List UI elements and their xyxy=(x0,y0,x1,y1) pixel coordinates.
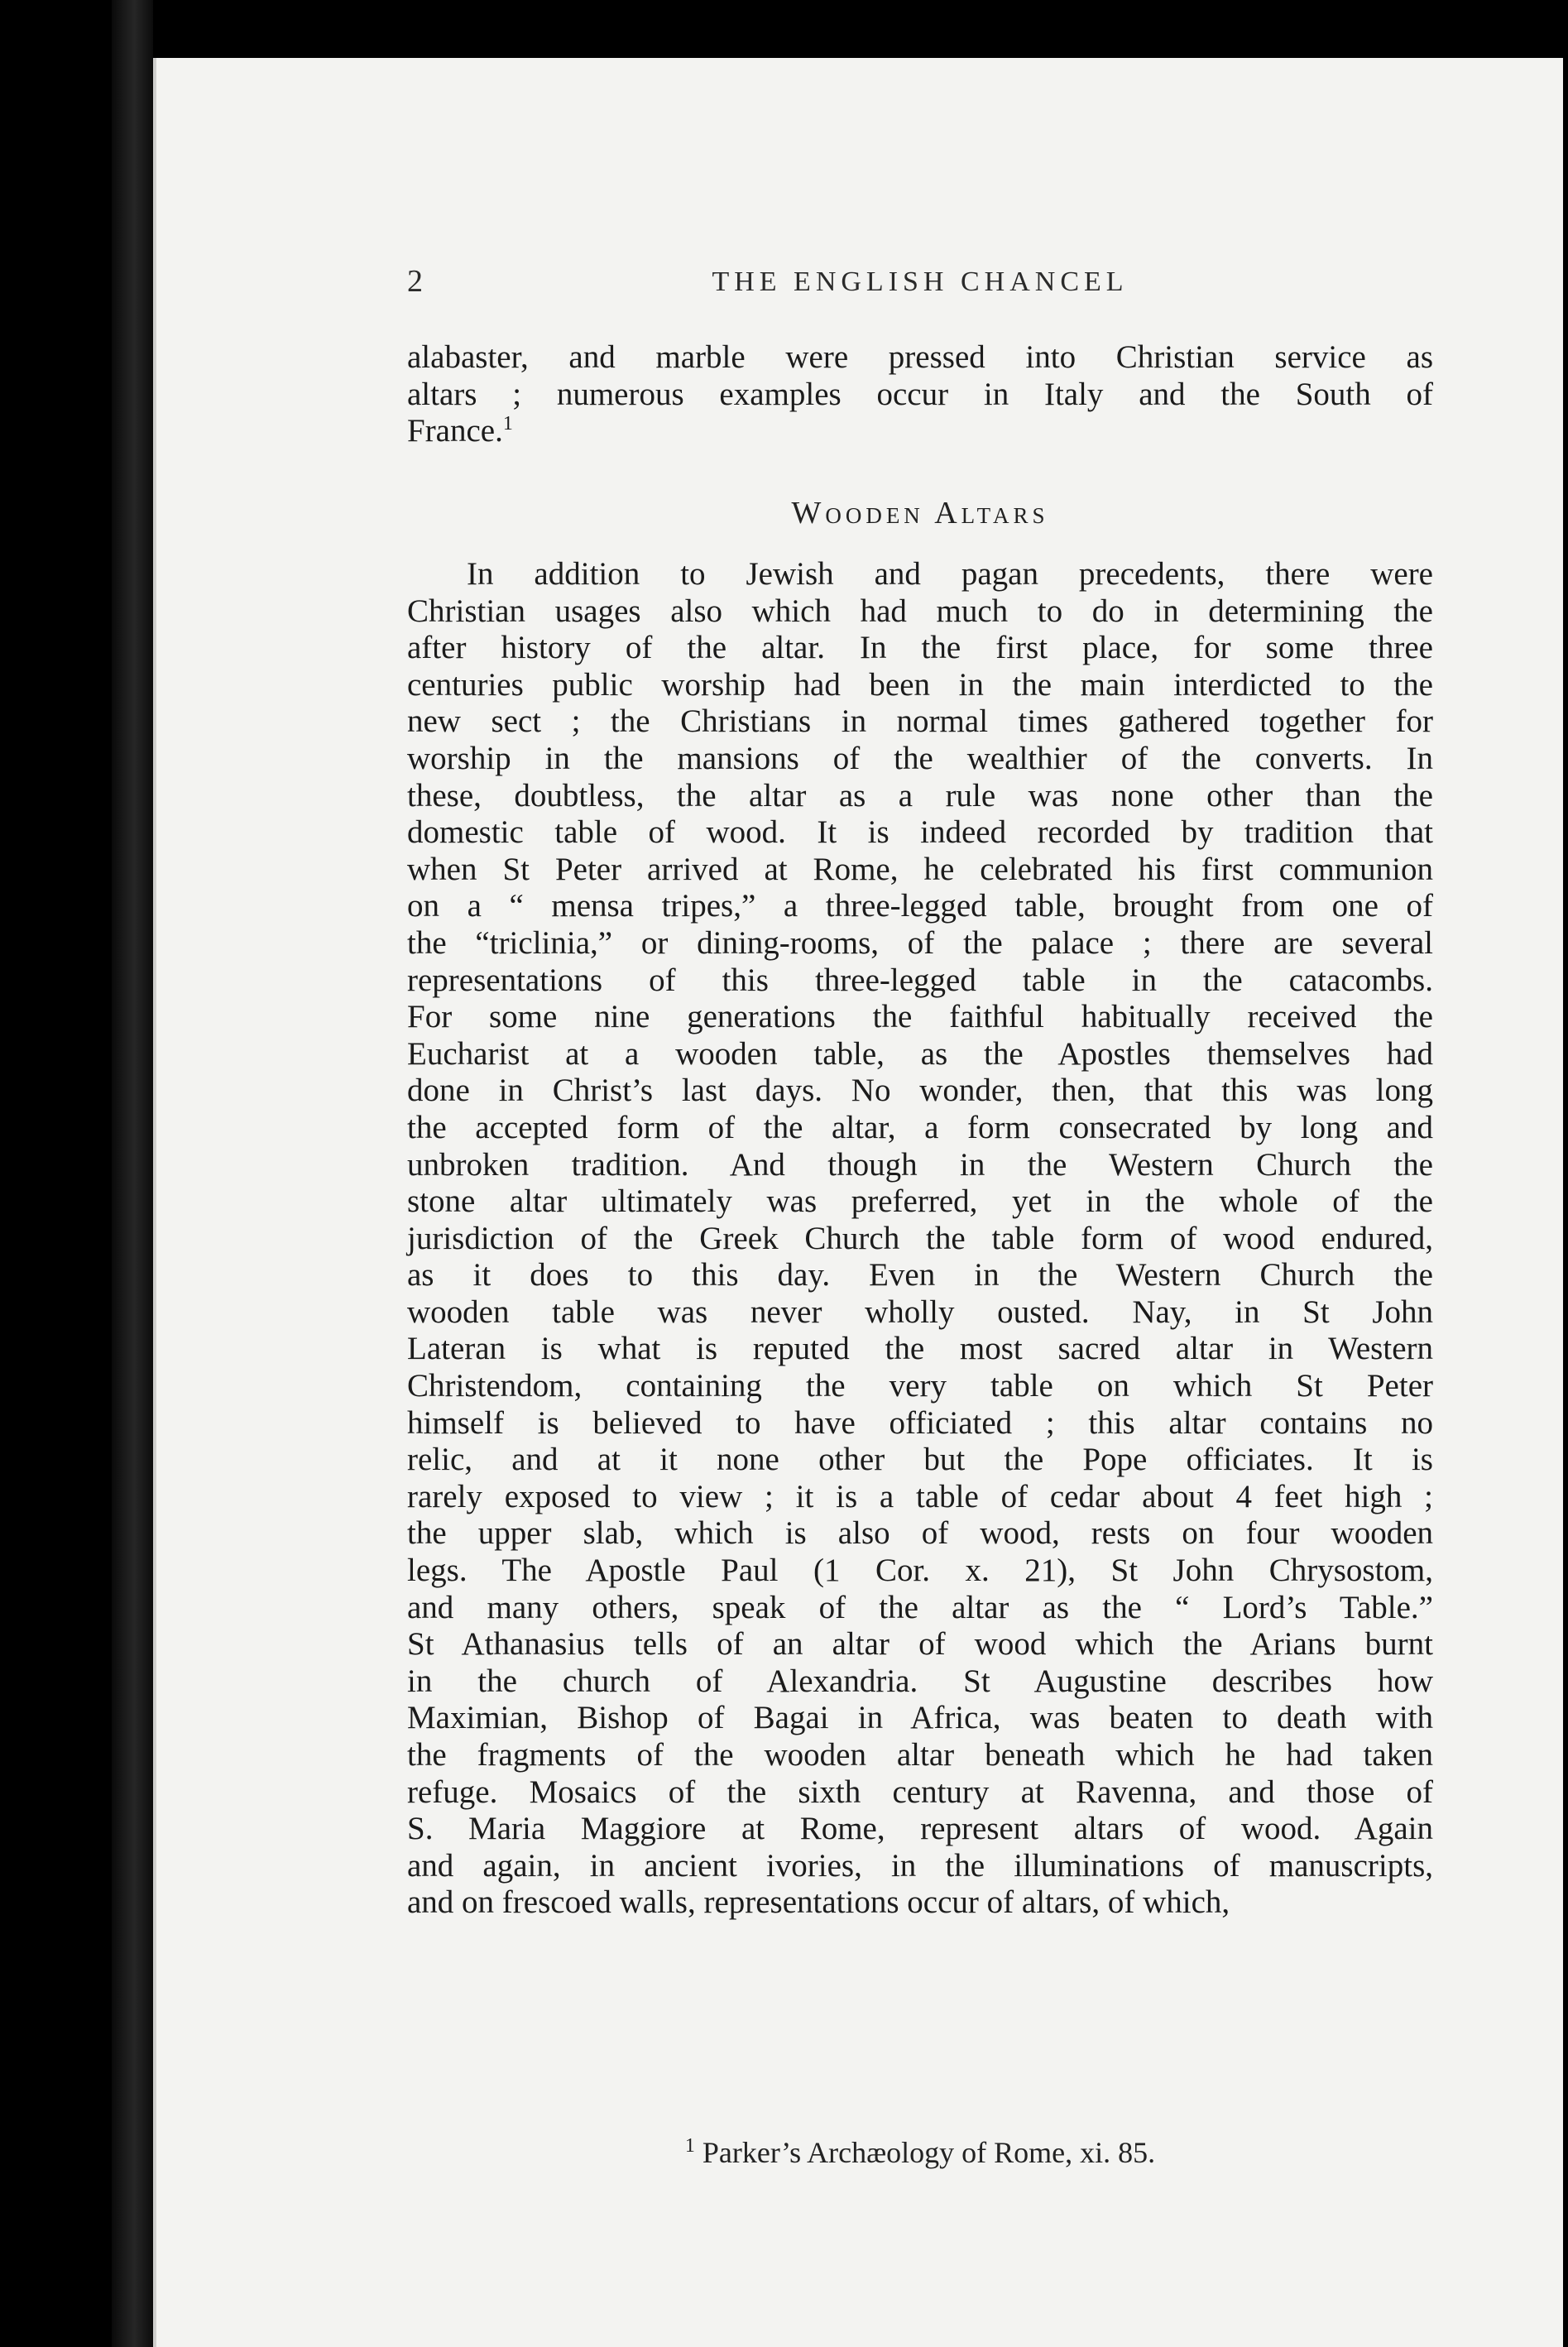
text-line: relic, and at it none other but the Pope officiates. It is xyxy=(407,1442,1433,1478)
page-number: 2 xyxy=(407,264,423,299)
text-line: Christian usages also which had much to do in determining the xyxy=(407,593,1433,629)
running-title: THE ENGLISH CHANCEL xyxy=(712,266,1129,297)
text-line: For some nine generations the faithful habitually received the xyxy=(407,999,1433,1035)
text-line: Christendom, containing the very table on which St Peter xyxy=(407,1368,1433,1404)
text-line: domestic table of wood. It is indeed recorded by tradition that xyxy=(407,814,1433,851)
text-line: the upper slab, which is also of wood, rests on four wooden xyxy=(407,1515,1433,1552)
text-line: Eucharist at a wooden table, as the Apostles themselves had xyxy=(407,1035,1433,1072)
footnote-reference: 1 xyxy=(502,413,513,435)
body-paragraph xyxy=(407,556,1433,1922)
text-line: refuge. Mosaics of the sixth century at Ravenna, and those of xyxy=(407,1773,1433,1810)
text-line: rarely exposed to view ; it is a table of cedar about 4 feet high ; xyxy=(407,1478,1433,1514)
opening-paragraph-text xyxy=(407,339,1433,450)
text-line: altars ; numerous examples occur in Italy and the South of xyxy=(407,376,1433,412)
text-line: done in Christ’s last days. No wonder, then, that this was long xyxy=(407,1073,1433,1109)
text-line: Lateran is what is reputed the most sacred altar in Western xyxy=(407,1331,1433,1367)
text-line: the fragments of the wooden altar beneath which he had taken xyxy=(407,1737,1433,1773)
text-line: in the church of Alexandria. St Augustine describes how xyxy=(407,1663,1433,1699)
body-paragraph-text xyxy=(407,556,1433,1922)
book-gutter xyxy=(112,0,153,2347)
text-line: Maximian, Bishop of Bagai in Africa, was beaten to death with xyxy=(407,1700,1433,1736)
text-line: jurisdiction of the Greek Church the table form of wood endured, xyxy=(407,1220,1433,1256)
text-line: after history of the altar. In the first place, for some three xyxy=(407,630,1433,666)
text-line: worship in the mansions of the wealthier of the converts. In xyxy=(407,740,1433,776)
text-line: wooden table was never wholly ousted. Nay, in St John xyxy=(407,1293,1433,1330)
footnote xyxy=(407,2135,1433,2170)
text-line: these, doubtless, the altar as a rule was none other than the xyxy=(407,777,1433,814)
text-line: St Athanasius tells of an altar of wood which the Arians burnt xyxy=(407,1626,1433,1663)
text-line: and on frescoed walls, representations occur of altars, of which, xyxy=(407,1884,1230,1921)
opening-paragraph xyxy=(407,339,1433,450)
text-line: representations of this three-legged table in the catacombs. xyxy=(407,962,1433,998)
footnote-marker: 1 xyxy=(684,2135,695,2157)
text-line: the “triclinia,” or dining-rooms, of the palace ; there are several xyxy=(407,924,1433,961)
text-line: legs. The Apostle Paul (1 Cor. x. 21), St John Chrysostom, xyxy=(407,1553,1433,1589)
text-line: the accepted form of the altar, a form consecrated by long and xyxy=(407,1109,1433,1145)
text-line: S. Maria Maggiore at Rome, represent altars of wood. Again xyxy=(407,1811,1433,1847)
text-line: on a “ mensa tripes,” a three-legged table, brought from one of xyxy=(407,888,1433,924)
page-header xyxy=(407,263,1433,305)
footnote-text: Parker’s Archæology of Rome, xi. 85. xyxy=(702,2136,1156,2169)
text-line: alabaster, and marble were pressed into Christian service as xyxy=(407,339,1433,375)
text-line: and again, in ancient ivories, in the illuminations of manuscripts, xyxy=(407,1847,1433,1884)
text-line: centuries public worship had been in the main interdicted to the xyxy=(407,666,1433,703)
text-line: unbroken tradition. And though in the Western Church the xyxy=(407,1146,1433,1183)
text-line: when St Peter arrived at Rome, he celebrated his first communion xyxy=(407,851,1433,887)
text-line: France.$^1$ xyxy=(407,413,513,449)
text-line: and many others, speak of the altar as the “ Lord’s Table.” xyxy=(407,1589,1433,1625)
text-line: himself is believed to have officiated ; this altar contains no xyxy=(407,1404,1433,1441)
text-line: stone altar ultimately was preferred, yet in the whole of the xyxy=(407,1183,1433,1220)
text-line: new sect ; the Christians in normal times gathered together for xyxy=(407,703,1433,740)
text-line: In addition to Jewish and pagan precedents, there were xyxy=(467,556,1433,592)
text-line: as it does to this day. Even in the Western Church the xyxy=(407,1257,1433,1293)
section-heading: Wooden Altars xyxy=(791,496,1049,530)
